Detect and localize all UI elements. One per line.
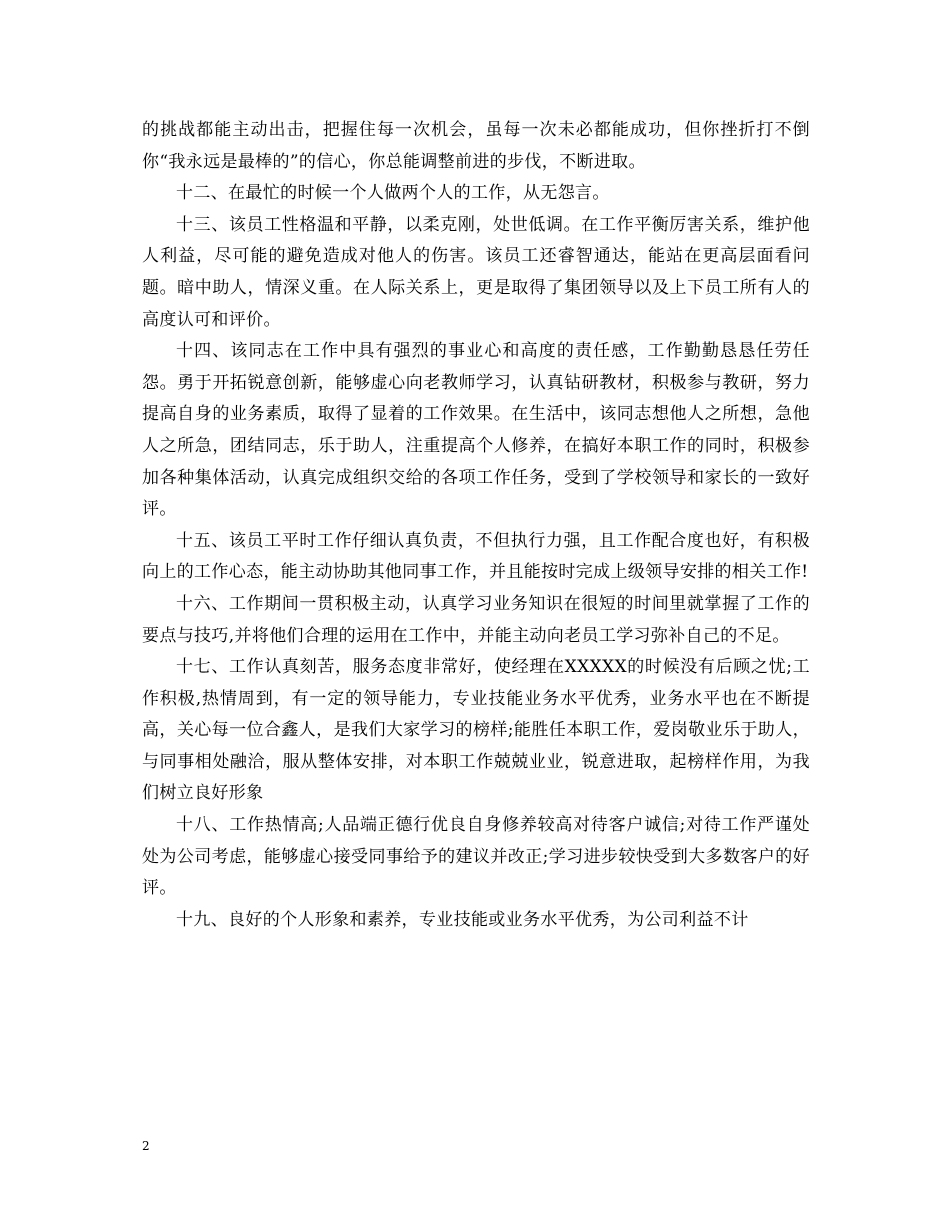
body-text <box>142 115 810 936</box>
paragraph-15: 十五、该员工平时工作仔细认真负责，不但执行力强，且工作配合度也好，有积极向上的工作心态，能主动协助其他同事工作，并且能按时完成上级领导安排的相关工作! <box>142 530 810 583</box>
paragraph-13: 十三、该员工性格温和平静，以柔克刚，处世低调。在工作平衡厉害关系，维护他人利益，尽可能的避免造成对他人的伤害。该员工还睿智通达，能站在更高层面看问题。暗中助人，情深义重。在人际关系上，更是取得了集团领导以及上下员工所有人的高度认可和评价。 <box>142 214 810 330</box>
paragraph-19: 十九、良好的个人形象和素养，专业技能或业务水平优秀，为公司利益不计 <box>176 909 749 930</box>
paragraph-17: 十七、工作认真刻苦，服务态度非常好，使经理在XXXXX的时候没有后顾之忧;工作积极,热情周到，有一定的领导能力，专业技能业务水平优秀，业务水平也在不断提高，关心每一位合鑫人，是我们大家学习的榜样;能胜任本职工作，爱岗敬业乐于助人，与同事相处融洽，服从整体安排，对本职工作兢兢业业，锐意进取，起榜样作用，为我们树立良好形象 <box>142 657 810 804</box>
paragraph-continued: 的挑战都能主动出击，把握住每一次机会，虽每一次未必都能成功，但你挫折打不倒你“我永远是最棒的”的信心，你总能调整前进的步伐，不断进取。 <box>142 120 810 172</box>
paragraph-12: 十二、在最忙的时候一个人做两个人的工作，从无怨言。 <box>176 183 610 204</box>
paragraph-14: 十四、该同志在工作中具有强烈的事业心和高度的责任感，工作勤勤恳恳任劳任怨。勇于开拓锐意创新，能够虚心向老教师学习，认真钻研教材，积极参与教研，努力提高自身的业务素质，取得了显着的工作效果。在生活中，该同志想他人之所想，急他人之所急，团结同志，乐于助人，注重提高个人修养，在搞好本职工作的同时，积极参加各种集体活动，认真完成组织交给的各项工作任务，受到了学校领导和家长的一致好评。 <box>142 341 810 520</box>
paragraph-18: 十八、工作热情高;人品端正德行优良自身修养较高对待客户诚信;对待工作严谨处处为公司考虑，能够虚心接受同事给予的建议并改正;学习进步较快受到大多数客户的好评。 <box>142 815 810 899</box>
paragraph-16: 十六、工作期间一贯积极主动，认真学习业务知识在很短的时间里就掌握了工作的要点与技巧,并将他们合理的运用在工作中，并能主动向老员工学习弥补自己的不足。 <box>142 593 810 646</box>
page-number: 2 <box>142 1139 150 1153</box>
